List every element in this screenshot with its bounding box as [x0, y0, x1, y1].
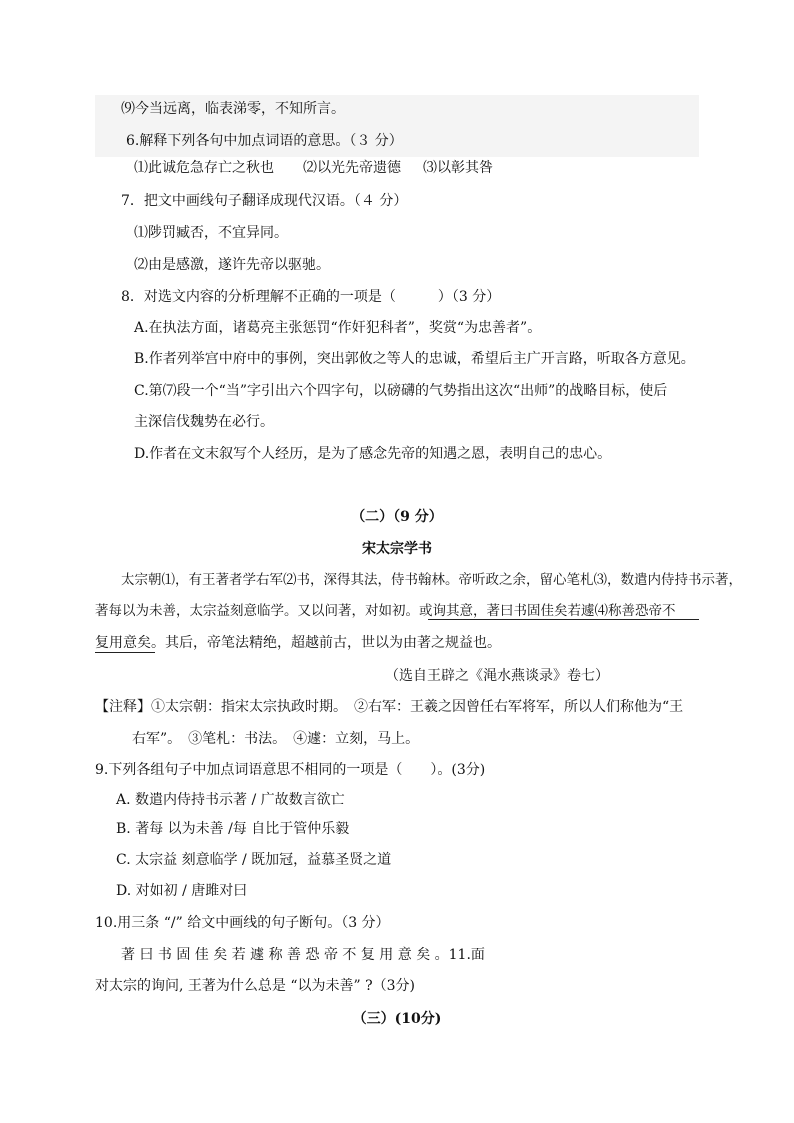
passage-underline-2 [95, 652, 155, 653]
section-3-heading: （三）(10分) [352, 1011, 442, 1027]
question-6: 6.解释下列各句中加点词语的意思。（３ 分） [126, 133, 403, 149]
question-6-item-1: ⑴此诚危急存亡之秋也 [134, 160, 274, 176]
question-10-text: 著 曰 书 固 佳 矣 若 遽 称 善 恐 帝 不 复 用 意 矣 。11.面 [121, 947, 485, 963]
section-2-heading: （二）（9 分） [351, 509, 443, 525]
passage-title: 宋太宗学书 [362, 541, 432, 557]
passage-source: （选自王辟之《渑水燕谈录》卷七） [385, 668, 609, 684]
passage-line-2: 著每以为未善，太宗益刻意临学。又以问著，对如初。或询其意，著曰书固佳矣若遽⑷称善恐帝不 [95, 603, 676, 619]
question-8: 8．对选文内容的分析理解不正确的一项是（ ）（3 分） [121, 289, 501, 305]
question-8-option-a: A.在执法方面，诸葛亮主张惩罚“作奸犯科者”，奖赏“为忠善者”。 [134, 320, 542, 336]
question-7: 7．把文中画线句子翻译成现代汉语。（４ 分） [121, 193, 408, 209]
question-8-option-c-cont: 主深信伐魏势在必行。 [134, 414, 274, 430]
question-6-item-3: ⑶以彰其咎 [423, 160, 493, 176]
passage-underline-1 [428, 619, 699, 620]
question-9-option-c: C. 太宗益 刻意临学 / 既加冠，益慕圣贤之道 [116, 852, 392, 868]
question-11: 对太宗的询问, 王著为什么总是 “以为未善” ?（3分) [95, 978, 415, 994]
question-8-option-c: C.第⑺段一个“当”字引出六个四字句，以磅礴的气势指出这次“出师”的战略目标，使后 [134, 383, 668, 399]
question-9-option-a: A. 数遣内侍持书示著 / 广故数言欲亡 [116, 792, 345, 808]
question-8-option-d: D.作者在文末叙写个人经历，是为了感念先帝的知遇之恩，表明自己的忠心。 [134, 446, 612, 462]
note-line-2: 右军”。 ③笔札：书法。 ④遽：立刻，马上。 [132, 731, 420, 747]
text-line-9: ⑼今当远离，临表涕零，不知所言。 [121, 101, 345, 117]
question-6-item-2: ⑵以光先帝遗德 [303, 160, 401, 176]
passage-line-1: 太宗朝⑴，有王著者学右军⑵书，深得其法，侍书翰林。帝听政之余，留心笔札⑶，数遣内侍持书示著， [121, 572, 742, 588]
question-7-item-2: ⑵由是感激，遂许先帝以驱驰。 [134, 257, 330, 273]
question-9-option-d: D. 对如初 / 唐雎对曰 [116, 883, 248, 899]
passage-line-3: 复用意矣。其后，帝笔法精绝，超越前古，世以为由著之规益也。 [95, 635, 501, 651]
question-8-option-b: B.作者列举宫中府中的事例，突出郭攸之等人的忠诚，希望后主广开言路，听取各方意见。 [134, 351, 695, 367]
note-line-1: 【注释】①太宗朝：指宋太宗执政时期。 ②右军：王羲之因曾任右军将军，所以人们称他为“王 [95, 699, 684, 715]
question-9-option-b: B. 著每 以为未善 /每 自比于管仲乐毅 [116, 821, 350, 837]
question-10: 10.用三条 “/” 给文中画线的句子断句。（3 分） [95, 915, 390, 931]
question-9: 9.下列各组句子中加点词语意思不相同的一项是（ ）。(3分) [95, 762, 486, 778]
question-7-item-1: ⑴陟罚臧否，不宜异同。 [134, 225, 288, 241]
